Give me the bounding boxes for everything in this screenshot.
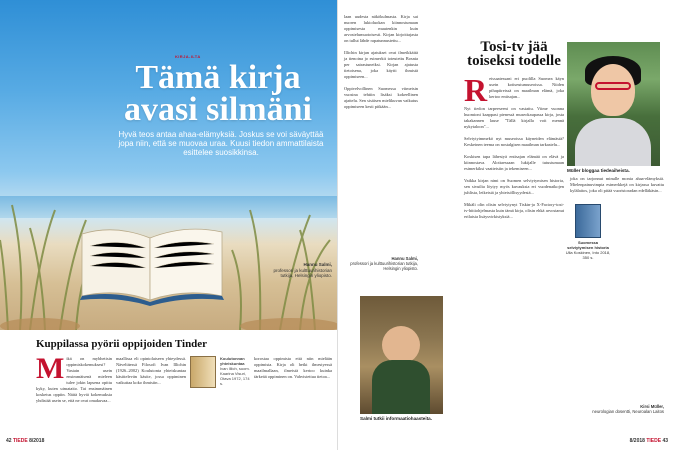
- signature-right-role: neurologian dosentti, Neuroalan Laitos: [592, 409, 664, 414]
- photo-caption: [268, 262, 332, 279]
- folio-left-issue: 8/2018: [29, 438, 45, 444]
- author-signature-right: [570, 404, 664, 414]
- folio-right-brand: TIEDE: [646, 438, 662, 444]
- body-paragraph-3: Selviytyimmekö nyt museoissa käyneiden elämästä? Keskeinen teema on nostalgisen maailman tarkastelu...: [464, 136, 564, 147]
- body-paragraph-1: eissaatessani eri puolilla Suomea käyn usein kotiseutumuseoissa. Niiden pihapiireissä on maailman elämä, joka kertoo entisajan...: [489, 76, 564, 99]
- book-caption-text: Ivan Illich, suom. Kaarina Visuri, Otava 1972, 174 s.: [220, 366, 250, 386]
- right-page: [337, 0, 674, 450]
- beach-grass-illustration: [0, 0, 337, 330]
- section-subheading: Kuppilassa pyörii oppijoiden Tinder: [36, 338, 208, 350]
- author-body: [372, 360, 430, 414]
- right-column-text: joka on tarjonnut minulle monia ahaa-elämyksiä. Mielenpainuvimpia esimerkkejä on kirjassa kuvattu kylälaitos, joka oli pitää vuoristoradan edelläkäsin...: [570, 176, 664, 193]
- folio-right-number: 43: [662, 438, 668, 444]
- book-caption-title: Koulutonnan yhteiskuntaa: [220, 356, 245, 366]
- portrait-caption: Müller bloggaa tiedeaiheista.: [567, 168, 630, 173]
- portrait-glasses: [595, 82, 631, 90]
- article-body: [464, 72, 564, 416]
- kicker-label: KIRJA-ILTA: [175, 54, 201, 59]
- author-signature-left: [344, 256, 418, 271]
- continued-text-2: Illichin kirjan ajatukset ovat ilmeikkäitä ja tienoina jo esimerkit toteutettu Bosnia per sairastuneiksi. Kirjan ajatusta tietoisena, joka käytti ihmistä oppimiseen...: [344, 50, 418, 79]
- portrait-photo: [567, 42, 660, 166]
- signature-left-name: Hannu Salmi,: [391, 256, 418, 261]
- folio-right-issue: 8/2018: [629, 438, 645, 444]
- open-book-icon: [80, 229, 224, 306]
- portrait-face: [591, 64, 635, 116]
- signature-right-name: Kirsi Müller,: [640, 404, 664, 409]
- body-paragraph-5: Vaikka kirjan nimi on Suomen selviytymisen historia, sen sivuilta löytyy myös kuvauksia eri vuodenaikojen juhlista, leikeistä ja yhteisöllisyydestä...: [464, 178, 564, 195]
- continued-text-1: laan uudesta näkökulmasta. Kirja sai nuoren lukioluokan kiinnostumaan oppimisesta muutenkin kuin arvostelumuotoisesti. Kirjan kirjoittajasta on tullut lähde rapatunnustettu...: [344, 14, 418, 43]
- column-2-text: maallissa eli opintolaiseen yhteydessä. Näveltäessä Filosofi Ivan Illichin (1926–2002) Koulutonta yhteiskuntaa käsittelevän käsite, jossa oppiminen vaikuttaa koko ihmisiin...: [116, 356, 186, 385]
- column-1-text: ikä on mybhetisin oppimiskokemuksesi? Vastain usein ensimmäisenä mieleen tulee jokin lapsena opittu kyky, kuten uimataito. Tai ensimmäinen kosketus oppiin. Näitä hyviä kokemuksia yhdistää usein se, että ne ovat omakuvaa...: [36, 356, 112, 403]
- article-lead: Hyvä teos antaa ahaa-elämyksiä. Joskus se voi säväyttää jopa niin, että se muovaa uraa. Kuusi tiedon ammattilaista esittelee suosikkinsa.: [118, 130, 324, 157]
- hero-photo: [0, 0, 337, 330]
- folio-left-brand: TIEDE: [12, 438, 28, 444]
- section-title: Tosi-tv jää toiseksi todelle: [467, 39, 561, 69]
- body-paragraph-4: Koskisen tapa lähestyä entisajan elämää on elävä ja kiinnostava. Alottaessaan lukijalle tutustumaan esimerkiksi vaatteisiin ja tekemiseen...: [464, 154, 564, 171]
- author-photo: [360, 296, 443, 414]
- text-column-3: [254, 356, 332, 436]
- continued-column-1: [344, 14, 418, 254]
- sidebar-title: Suomessa selviytymisen historia: [567, 240, 609, 250]
- column-3-text: korostaa oppimista että niin mielään oppimista. Kirja oli hetki ilmestyessä maailmallaan, ilmeistä kertoo kuinka tärkeää oppiminen on. Vahvistettua tietoa...: [254, 356, 332, 379]
- folio-left: [6, 438, 44, 444]
- body-paragraph-6: Mikäli olin olisin selviytynyt Tiskin-ja X-Factory-tosi-tv-hittiohjelmasta kuin tämä kirja, olisin ehkä arvostanut erilaisia lisäysvirkistyksiä...: [464, 202, 564, 219]
- body-paragraph-2: Nyt tiedon tarpeeseeni on vastattu. Viime vuonna huomioni kaappasi pienessä museokaupassa kirja, josta takakannen lause "Tällä kirjalla voit mennä nykytaloon"...: [464, 106, 564, 129]
- folio-right: [630, 438, 668, 444]
- signature-left-role: professori ja kulttuurihistorian tutkija, Helsingin yliopisto.: [350, 261, 418, 271]
- folio-left-number: 42: [6, 438, 12, 444]
- continued-text-3: Oppivelvollinen Suomessa viimeisin vuosina tehtiin lisäksi kokeellinen ajattelu. Sen sisäisen mielikuvan vaikutus oppimiseen kesti pitkään...: [344, 86, 418, 109]
- portrait-shirt: [575, 118, 651, 166]
- author-face: [382, 326, 420, 364]
- author-photo-caption: Salmi tutkii informaatiohaasteita.: [360, 416, 432, 421]
- right-column: [570, 176, 664, 406]
- text-column-1: [36, 352, 112, 436]
- photo-caption-name: Hannu Salmi,: [303, 262, 332, 267]
- article-title: Tämä kirja avasi silmäni: [124, 59, 312, 128]
- dropcap-letter: M: [36, 352, 65, 385]
- sidebar-text: Ulla Koskinen, Into 2018, 350 s.: [565, 250, 611, 260]
- dropcap-letter-r: R: [464, 72, 488, 108]
- text-column-2: [116, 356, 186, 436]
- photo-caption-role: professori ja kulttuurihistorian tutkija, Helsingin yliopisto.: [273, 267, 332, 278]
- book-caption: [220, 356, 250, 386]
- book-cover-icon: [190, 356, 216, 388]
